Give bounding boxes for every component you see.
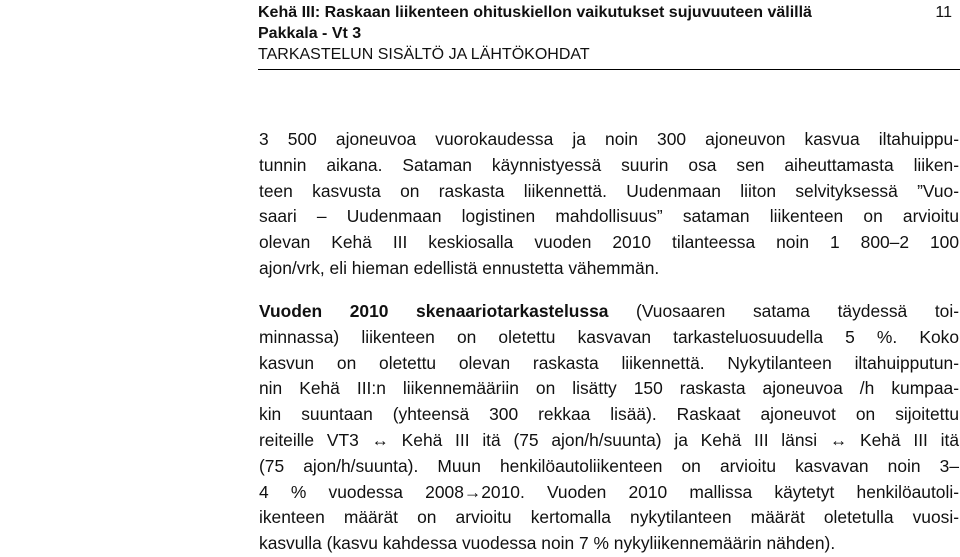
paragraph-line: kasvun on oletettu olevan raskasta liikennettä. Nykytilanteen iltahuipputun-	[259, 352, 959, 373]
paragraph-2	[259, 299, 959, 557]
scenario-heading: Vuoden 2010 skenaariotarkastelussa	[259, 301, 609, 321]
document-title-line-1: Kehä III: Raskaan liikenteen ohituskiellon vaikutukset sujuvuuteen välillä	[258, 4, 812, 21]
paragraph-line: (75 ajon/h/suunta). Muun henkilöautoliikenteen on arvioitu kasvavan noin 3–	[259, 455, 959, 476]
paragraph-line: tunnin aikana. Sataman käynnistyessä suurin osa sen aiheuttamasta liiken-	[259, 154, 959, 175]
paragraph-line: saari – Uudenmaan logistinen mahdollisuus” sataman liikenteen on arvioitu	[259, 206, 959, 227]
paragraph-line: ajon/vrk, eli hieman edellistä ennustetta vähemmän.	[259, 257, 660, 278]
document-title-line-2: Pakkala - Vt 3	[258, 25, 362, 42]
section-title: TARKASTELUN SISÄLTÖ JA LÄHTÖKOHDAT	[258, 46, 590, 63]
paragraph-line: reiteille VT3 ↔ Kehä III itä (75 ajon/h/suunta) ja Kehä III länsi ↔ Kehä III itä	[259, 429, 959, 450]
paragraph-line: kin suuntaan (yhteensä 300 rekkaa lisää). Raskaat ajoneuvot on sijoitettu	[259, 404, 959, 425]
page-header	[258, 2, 958, 65]
paragraph-line: teen kasvusta on raskasta liikennettä. Uudenmaan liiton selvityksessä ”Vuo-	[259, 180, 959, 201]
paragraph-line: olevan Kehä III keskiosalla vuoden 2010 tilanteessa noin 1 800–2 100	[259, 232, 959, 253]
page-number: 11	[935, 4, 952, 21]
paragraph-line: 3 500 ajoneuvoa vuorokaudessa ja noin 300 ajoneuvon kasvua iltahuippu-	[259, 129, 959, 149]
paragraph-line: kasvulla (kasvu kahdessa vuodessa noin 7 % nykyliikennemäärin nähden).	[259, 533, 836, 554]
paragraph-first-line	[259, 299, 959, 325]
paragraph-line-rest: (Vuosaaren satama täydessä toi-	[608, 301, 959, 321]
paragraph-line: nin Kehä III:n liikennemääriin on lisätty 150 raskasta ajoneuvoa /h kumpaa-	[259, 378, 959, 399]
paragraph-1	[259, 127, 959, 282]
paragraph-line: ikenteen määrät on arvioitu kertomalla nykytilanteen määrät oletetulla vuosi-	[259, 507, 959, 528]
paragraph-line: minnassa) liikenteen on oletettu kasvavan tarkasteluosuudella 5 %. Koko	[259, 326, 959, 347]
header-divider	[258, 69, 960, 70]
paragraph-line: 4 % vuodessa 2008→2010. Vuoden 2010 mallissa käytetyt henkilöautoli-	[259, 481, 959, 502]
